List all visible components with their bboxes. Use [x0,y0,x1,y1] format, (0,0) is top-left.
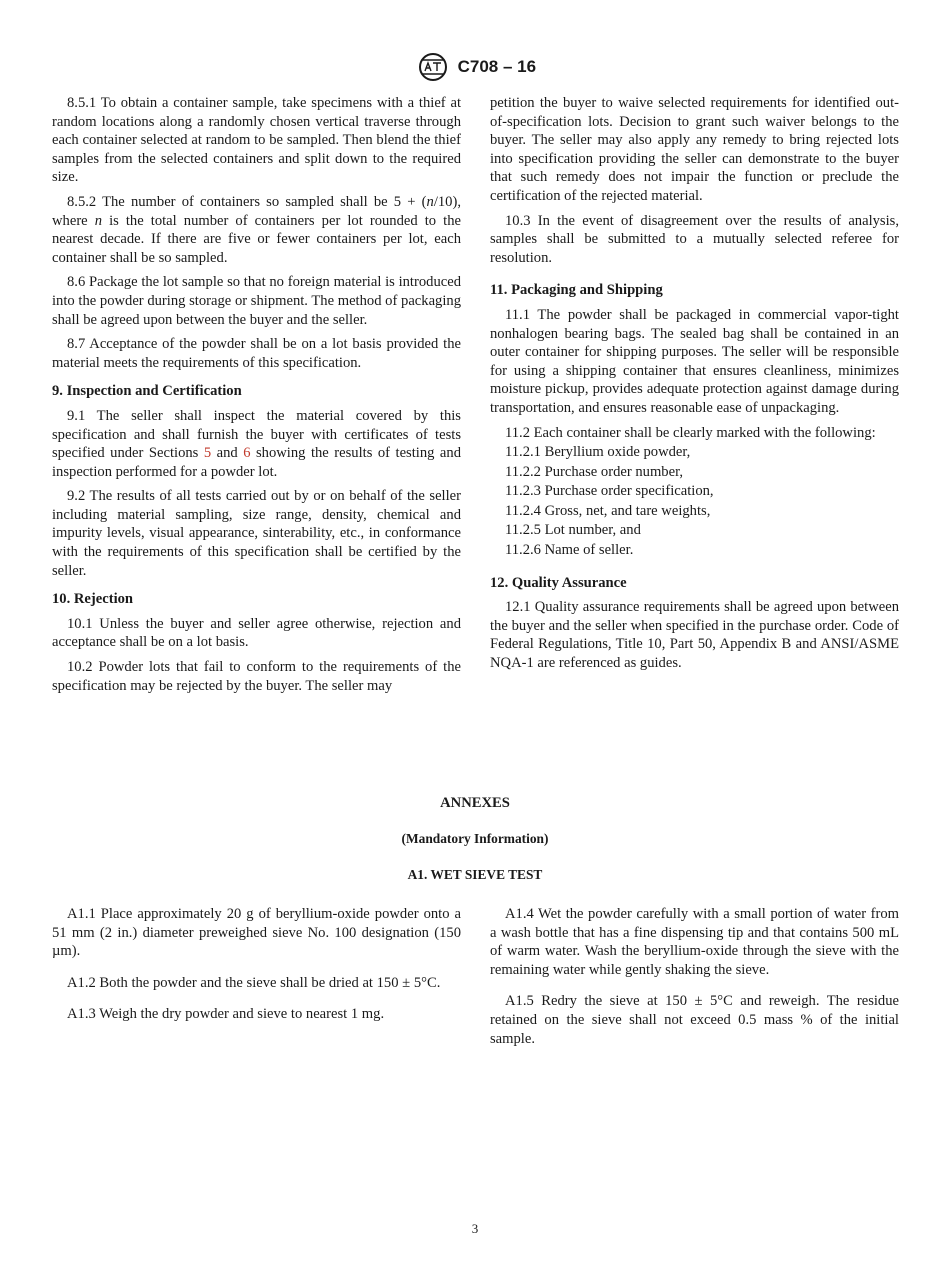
list-item: 11.2.1 Beryllium oxide powder, [505,444,691,461]
list-item: 11.2.4 Gross, net, and tare weights, [505,502,711,519]
document-id: C708 – 16 [457,56,537,76]
paragraph-8-5-2: 8.5.2 The number of containers so sampled shall be 5 + (n/10), where n is the total number of containers per lot rounded to the nearest decade. If there are five or fewer containers per lot, each container shall be so sampled. [52,193,461,266]
section-heading-10: 10. Rejection [52,591,134,608]
paragraph-9-2: 9.2 The results of all tests carried out by or on behalf of the seller including material sampling, size range, density, chemical and impurity levels, visual appearance, sinterability, etc., in conformance with the requirements of this specification shall be certified by the seller. [52,488,461,579]
paragraph-8-7: 8.7 Acceptance of the powder shall be on a lot basis provided the material meets the requirements of this specification. [52,336,461,371]
paragraph-a1-4: A1.4 Wet the powder carefully with a small portion of water from a wash bottle that has a fine dispensing tip and that contains 500 mL of warm water. Wash the beryllium-oxide through the sieve with the remaining water while gently shaking the sieve. [490,906,899,978]
paragraph-12-1: 12.1 Quality assurance requirements shall be agreed upon between the buyer and the seller when specified in the purchase order. Code of Federal Regulations, Title 10, Part 50, Appendix B and ANSI/ASME NQA-1 are referenced as guides. [490,599,899,672]
paragraph-11-2: 11.2 Each container shall be clearly marked with the following: [505,424,876,441]
paragraph-9-1: 9.1 The seller shall inspect the material covered by this specification and shall furnish the buyer with certificates of tests specified under Sections 5 and 6 showing the results of testing and inspection performed for a powder lot. [52,407,461,480]
section-heading-9: 9. Inspection and Certification [52,383,242,400]
paragraph-a1-2: A1.2 Both the powder and the sieve shall be dried at 150 ± 5°C. [67,974,441,991]
list-item: 11.2.2 Purchase order number, [505,463,684,480]
list-item: 11.2.5 Lot number, and [505,522,641,539]
paragraph-8-6: 8.6 Package the lot sample so that no foreign material is introduced into the powder during storage or shipment. The method of packaging shall be agreed upon between the buyer and the seller. [52,274,461,328]
page-number: 3 [471,1221,479,1236]
annexes-title: ANNEXES [440,795,510,811]
right-column [490,94,899,679]
paragraph-11-1: 11.1 The powder shall be packaged in commercial vapor-tight nonhalogen bearing bags. The sealed bag shall be contained in an outer container for shipping purposes. The seller will be responsible for using a shipping container that ensures cleanliness, minimizes moisture pickup, provides adequate protection against damage during transportation, and ensures reasonable ease of unpackaging. [490,306,899,416]
annex-left-column [52,905,461,1037]
paragraph-a1-1: A1.1 Place approximately 20 g of beryllium-oxide powder onto a 51 mm (2 in.) diameter preweighed sieve No. 100 designation (150 µm). [52,906,461,960]
section-5-link[interactable]: 5 [203,445,212,462]
astm-logo-icon [414,52,452,82]
annex-a1-title: A1. WET SIEVE TEST [407,867,543,882]
list-item: 11.2.6 Name of seller. [505,542,634,559]
paragraph-10-1: 10.1 Unless the buyer and seller agree otherwise, rejection and acceptance shall be on a lot basis. [52,615,461,651]
paragraph-10-3: 10.3 In the event of disagreement over the results of analysis, samples shall be submitted to a mutually selected referee for resolution. [490,212,899,266]
annexes-subtitle: (Mandatory Information) [401,831,549,846]
paragraph-a1-5: A1.5 Redry the sieve at 150 ± 5°C and reweigh. The residue retained on the sieve shall not exceed 0.5 mass % of the initial sample. [490,993,899,1047]
section-heading-11: 11. Packaging and Shipping [490,282,663,299]
paragraph-8-5-1: 8.5.1 To obtain a container sample, take specimens with a thief at random locations along a randomly chosen vertical traverse through each container selected at random to be sampled. Then blend the thief samples from the selected containers and split down to the required size. [52,95,461,186]
section-heading-12: 12. Quality Assurance [490,574,627,591]
paragraph-10-2-continued: petition the buyer to waive selected requirements for identified out-of-specification lots. Decision to grant such waiver belongs to the buyer. The seller may also apply any remedy to bring rejected lots into specification providing the seller can demonstrate to the buyer that such remedy does not impair the function or preclude the certification of the rejected material. [490,95,899,204]
annex-right-column [490,905,899,1061]
section-6-link[interactable]: 6 [243,445,251,462]
paragraph-10-2: 10.2 Powder lots that fail to conform to the requirements of the specification may be rejected by the buyer. The seller may [52,659,461,694]
paragraph-a1-3: A1.3 Weigh the dry powder and sieve to nearest 1 mg. [67,1006,385,1023]
page-header [0,52,950,82]
left-column [52,94,461,701]
list-item: 11.2.3 Purchase order specification, [505,483,714,500]
